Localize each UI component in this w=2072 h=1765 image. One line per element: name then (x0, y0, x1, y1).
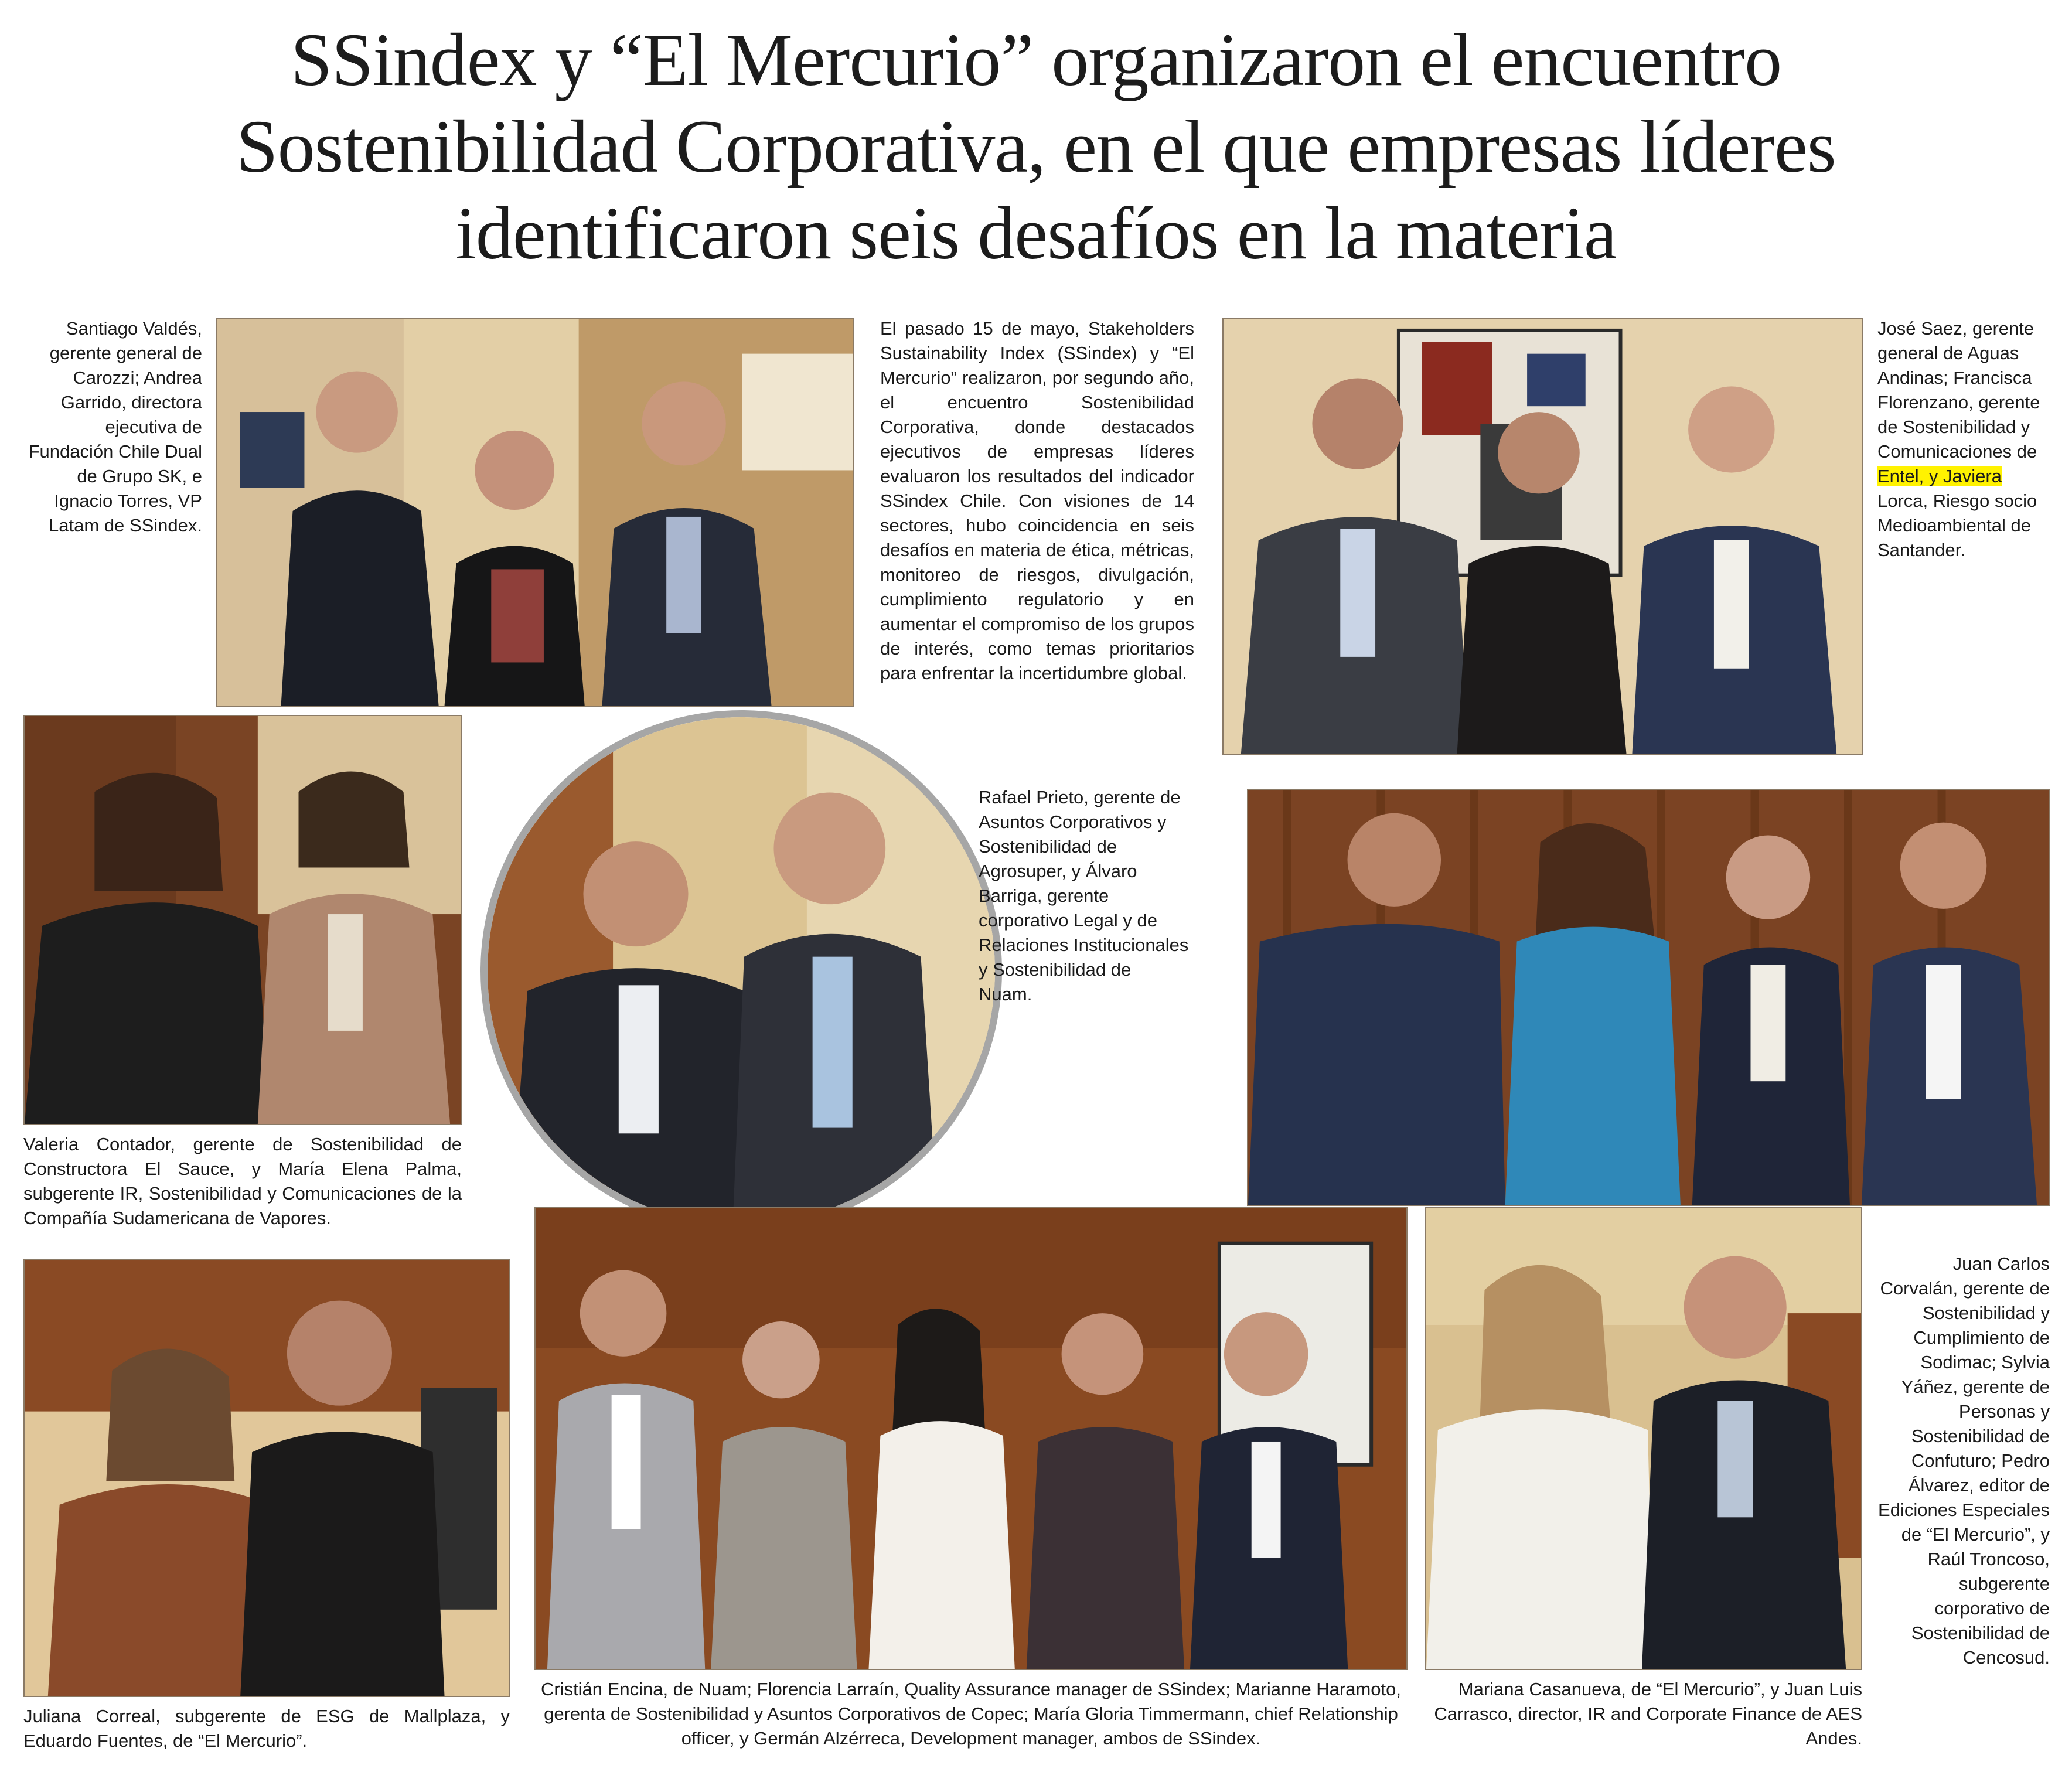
headline-line-1: SSindex y “El Mercurio” organizaron el encuentro (290, 18, 1782, 101)
photo-7-image (536, 1208, 1406, 1669)
headline-line-2: Sostenibilidad Corporativa, en el que empresas líderes (236, 105, 1836, 188)
headline-line-3: identificaron seis desafíos en la materia (455, 192, 1617, 275)
caption-saez-florenzano-lorca (1877, 316, 2053, 563)
photo-contador-palma (23, 715, 462, 1125)
caption-valdes-garrido-torres: Santiago Valdés, gerente general de Carozzi; Andrea Garrido, directora ejecutiva de Fundación Chile Dual de Grupo SK, e Ignacio Torres, VP Latam de SSindex. (28, 318, 202, 536)
photo-prieto-barriga (480, 710, 1002, 1232)
photo-casanueva-carrasco (1425, 1207, 1862, 1670)
photo-5-image (1248, 790, 2049, 1205)
caption-encina-larrain-haramoto-timmermann-alzerreca: Cristián Encina, de Nuam; Florencia Larraín, Quality Assurance manager de SSindex; Marianne Haramoto, gerenta de Sostenibilidad y Asuntos Corporativos de Copec; María Gloria Timmermann, chief Relationship officer, y Germán Alzérreca, Development manager, ambos de SSindex. (540, 1679, 1402, 1749)
caption-2-text-after: Lorca, Riesgo socio Medioambiental de Santander. (1877, 490, 2037, 560)
caption-2-highlighted-text: Entel, y Javiera (1877, 466, 2002, 486)
headline (0, 16, 2072, 277)
photo-4-image (25, 716, 461, 1124)
photo-2-image (1224, 319, 1862, 754)
article-body: El pasado 15 de mayo, Stakeholders Sustainability Index (SSindex) y “El Mercurio” realizaron, por segundo año, el encuentro Sostenibilidad Corporativa, donde destacados ejecutivos de empresas líderes evaluaron los resultados del indicador SSindex Chile. Con visiones de 14 sectores, hubo coincidencia en seis desafíos en materia de ética, métricas, monitoreo de riesgos, divulgación, cumplimiento regulatorio y en aumentar el compromiso de los grupos de interés, como temas prioritarios para enfrentar la incertidumbre global. (880, 318, 1194, 683)
caption-2-text-before: José Saez, gerente general de Aguas Andinas; Francisca Florenzano, gerente de Sostenibilidad y Comunicaciones de (1877, 318, 2040, 462)
caption-casanueva-carrasco: Mariana Casanueva, de “El Mercurio”, y Juan Luis Carrasco, director, IR and Corporate Finance de AES Andes. (1434, 1679, 1862, 1749)
photo-6-image (25, 1260, 509, 1696)
caption-correal-fuentes: Juliana Correal, subgerente de ESG de Mallplaza, y Eduardo Fuentes, de “El Mercurio”. (23, 1706, 510, 1751)
photo-saez-florenzano-lorca (1222, 318, 1863, 755)
caption-corvalan-yanez-alvarez-troncoso: Juan Carlos Corvalán, gerente de Sostenibilidad y Cumplimiento de Sodimac; Sylvia Yáñez, gerente de Personas y Sostenibilidad de Confuturo; Pedro Álvarez, editor de Ediciones Especiales de “El Mercurio”, y Raúl Troncoso, subgerente corporativo de Sostenibilidad de Cencosud. (1878, 1253, 2050, 1668)
photo-encina-larrain-haramoto-timmermann-alzerreca (534, 1207, 1408, 1670)
photo-valdes-garrido-torres (216, 318, 854, 707)
photo-1-image (217, 319, 853, 706)
caption-contador-palma: Valeria Contador, gerente de Sostenibilidad de Constructora El Sauce, y María Elena Palma, subgerente IR, Sostenibilidad y Comunicaciones de la Compañía Sudamericana de Vapores. (23, 1134, 462, 1228)
caption-prieto-barriga: Rafael Prieto, gerente de Asuntos Corporativos y Sostenibilidad de Agrosuper, y Álvaro Barriga, gerente corporativo Legal y de Relaciones Institucionales y Sostenibilidad de Nuam. (979, 787, 1189, 1004)
photo-corvalan-yanez-alvarez-troncoso (1247, 789, 2050, 1206)
photo-3-image (488, 717, 995, 1225)
photo-correal-fuentes (23, 1259, 510, 1697)
photo-8-image (1426, 1208, 1861, 1669)
